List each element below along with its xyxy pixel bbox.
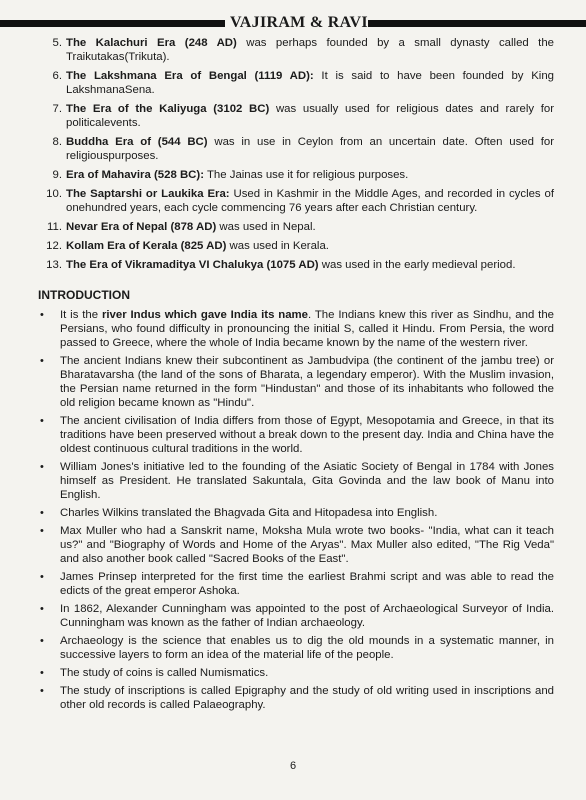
era-number: 6. xyxy=(52,70,62,82)
era-item xyxy=(38,239,554,253)
bullet-dot-icon: • xyxy=(40,355,44,367)
era-number: 5. xyxy=(52,37,62,49)
era-text xyxy=(66,220,554,234)
era-description: The Jainas use it for religious purposes. xyxy=(204,169,409,181)
bullet-text: In 1862, Alexander Cunningham was appointed to the post of Archaeological Surveyor of India. Cunningham was known as the father of Indian archaeology. xyxy=(60,603,554,629)
bullet-text-post: . The Indians knew this river as Sindhu, and the Persians, who found difficulty in pronouncing the initial S, called it Hindu. From Persia, the word passed to Greece, where the whole of India became known by the name of the western river. xyxy=(60,309,554,349)
era-item xyxy=(38,187,554,215)
era-description: was usually used for religious dates and rarely for politicalevents. xyxy=(66,103,554,129)
introduction-bullet-list xyxy=(38,308,554,712)
era-text xyxy=(66,36,554,64)
bullet-item xyxy=(38,684,554,712)
bullet-item xyxy=(38,354,554,410)
era-title: Buddha Era of (544 BC) xyxy=(66,136,208,148)
era-title: The Kalachuri Era (248 AD) xyxy=(66,37,237,49)
era-item xyxy=(38,168,554,182)
era-list xyxy=(38,36,554,272)
bullet-text: The study of inscriptions is called Epigraphy and the study of old writing used in inscriptions and other old records is called Palaeography. xyxy=(60,685,554,711)
era-number: 11. xyxy=(47,221,62,233)
header-rule-right xyxy=(368,20,586,27)
era-item xyxy=(38,36,554,64)
bullet-item xyxy=(38,524,554,566)
bullet-text: Archaeology is the science that enables us to dig the old mounds in a systematic manner, in successive layers to form an idea of the material life of the people. xyxy=(60,635,554,661)
bullet-text: The study of coins is called Numismatics. xyxy=(60,667,269,679)
era-description: was used in Kerala. xyxy=(226,240,329,252)
era-number: 12. xyxy=(46,240,62,252)
bullet-text: Charles Wilkins translated the Bhagvada Gita and Hitopadesa into English. xyxy=(60,507,438,519)
era-text xyxy=(66,187,554,215)
era-title: Kollam Era of Kerala (825 AD) xyxy=(66,240,227,252)
bullet-text-bold: river Indus which gave India its name xyxy=(101,309,309,321)
era-text xyxy=(66,168,554,182)
header-title: VAJIRAM & RAVI xyxy=(230,14,368,31)
bullet-dot-icon: • xyxy=(40,525,44,537)
era-item xyxy=(38,220,554,234)
era-description: was used in the early medieval period. xyxy=(318,259,516,271)
era-item xyxy=(38,135,554,163)
bullet-item xyxy=(38,506,554,520)
bullet-item xyxy=(38,570,554,598)
bullet-dot-icon: • xyxy=(40,507,44,519)
era-title: The Lakshmana Era of Bengal (1119 AD): xyxy=(66,70,314,82)
era-number: 13. xyxy=(46,259,62,271)
era-number: 9. xyxy=(52,169,62,181)
header-rule-left xyxy=(0,20,225,27)
era-number: 10. xyxy=(46,188,62,200)
bullet-item xyxy=(38,414,554,456)
era-number: 8. xyxy=(52,136,62,148)
bullet-dot-icon: • xyxy=(40,415,44,427)
era-text xyxy=(66,102,554,130)
era-item xyxy=(38,69,554,97)
era-title: The Era of Vikramaditya VI Chalukya (1075 AD) xyxy=(66,259,319,271)
era-item xyxy=(38,258,554,272)
bullet-item xyxy=(38,602,554,630)
era-title: Nevar Era of Nepal (878 AD) xyxy=(66,221,217,233)
era-description: was in use in Ceylon from an uncertain date. Often used for religiouspurposes. xyxy=(66,136,554,162)
page-header xyxy=(0,14,586,32)
page-number: 6 xyxy=(289,760,297,772)
era-title: The Saptarshi or Laukika Era: xyxy=(66,188,230,200)
bullet-item xyxy=(38,308,554,350)
bullet-dot-icon: • xyxy=(40,461,44,473)
era-description: was used in Nepal. xyxy=(216,221,316,233)
bullet-text: The ancient civilisation of India differs from those of Egypt, Mesopotamia and Greece, in that its traditions have been preserved without a break down to the present day. India and China have the oldest continuous cultural traditions in the world. xyxy=(60,415,554,455)
era-number: 7. xyxy=(52,103,62,115)
bullet-dot-icon: • xyxy=(40,635,44,647)
bullet-dot-icon: • xyxy=(40,309,44,321)
bullet-dot-icon: • xyxy=(40,667,44,679)
era-description: was perhaps founded by a small dynasty called the Traikutakas(Trikuta). xyxy=(66,37,554,63)
bullet-dot-icon: • xyxy=(40,685,44,697)
bullet-item xyxy=(38,634,554,662)
bullet-text-pre: It is the xyxy=(60,309,102,321)
bullet-text xyxy=(60,308,554,350)
bullet-text: The ancient Indians knew their subcontinent as Jambudvipa (the continent of the jambu tree) or Bharatavarsha (the land of the sons of Bharata, a legendary emperor). With the Muslim invasion, the Persian name returned in the form "Hindustan" and those of its inhabitants who followed the old religion became known as "Hindu". xyxy=(60,355,554,409)
era-text xyxy=(66,239,554,253)
era-text xyxy=(66,69,554,97)
era-text xyxy=(66,135,554,163)
bullet-item xyxy=(38,460,554,502)
page-content xyxy=(38,36,554,716)
era-description: It is said to have been founded by King LakshmanaSena. xyxy=(66,70,555,96)
era-description: Used in Kashmir in the Middle Ages, and recorded in cycles of onehundred years, each cycle commencing 76 years after each Christian century. xyxy=(66,188,554,214)
section-heading-introduction: INTRODUCTION xyxy=(38,288,130,302)
era-title: Era of Mahavira (528 BC): xyxy=(66,169,204,181)
bullet-text: Max Muller who had a Sanskrit name, Moksha Mula wrote two books- "India, what can it teach us?" and "Biography of Words and Home of the Aryas". Max Muller also edited, "The Rig Veda" and also another book called "Sacred Books of the East". xyxy=(60,525,554,565)
bullet-dot-icon: • xyxy=(40,571,44,583)
era-title: The Era of the Kaliyuga (3102 BC) xyxy=(66,103,270,115)
era-item xyxy=(38,102,554,130)
bullet-dot-icon: • xyxy=(40,603,44,615)
bullet-item xyxy=(38,666,554,680)
bullet-text: James Prinsep interpreted for the first time the earliest Brahmi script and was able to read the edicts of the great emperor Ashoka. xyxy=(60,571,554,597)
era-text xyxy=(66,258,554,272)
bullet-text: William Jones's initiative led to the founding of the Asiatic Society of Bengal in 1784 with Jones himself as President. He translated Sakuntala, Gita Govinda and the law book of Manu into English. xyxy=(60,461,554,501)
